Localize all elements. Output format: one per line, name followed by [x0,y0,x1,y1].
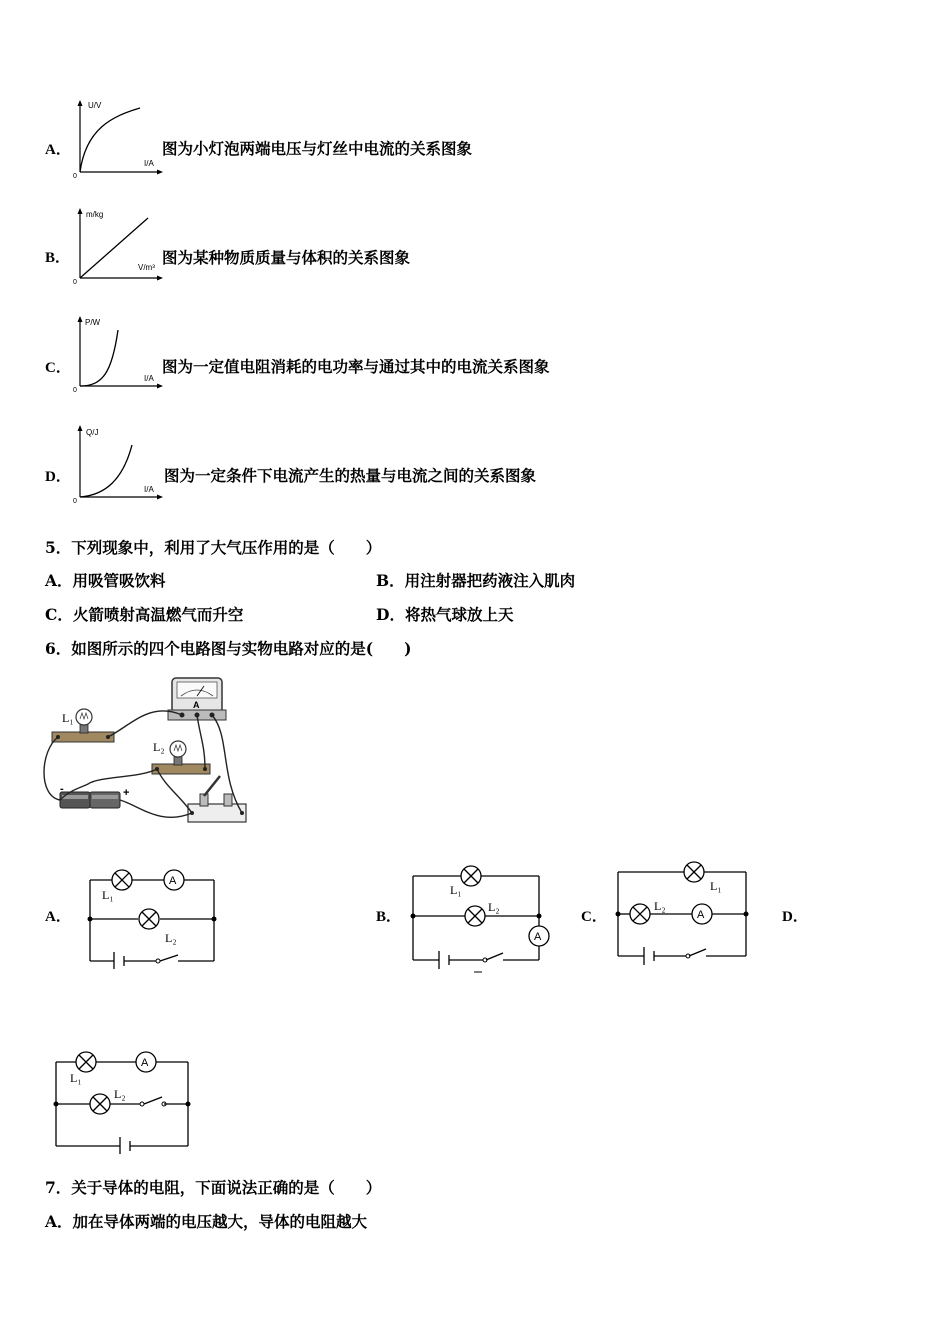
lamp-l1-label: L₁ [450,883,462,897]
option-letter: A． [45,909,71,925]
y-axis-label: U/V [88,101,102,110]
q7-option-a [45,1212,367,1232]
option-text: 图为一定值电阻消耗的电功率与通过其中的电流关系图象 [162,357,550,376]
lamp-l2-label: L₂ [654,899,666,913]
circuit-diagram-b [405,858,555,976]
x-axis-label: V/m³ [138,263,155,272]
ammeter-symbol-label: A [534,931,542,943]
origin-label: 0 [73,173,77,180]
option-letter: A． [45,571,73,590]
option-text: 图为某种物质质量与体积的关系图象 [162,248,411,267]
option-letter: B． [376,571,405,590]
lamp-l1-label: L₁ [70,1071,82,1085]
option-letter: D． [782,909,808,925]
ammeter-symbol-label: A [169,875,177,887]
option-letter: C． [45,605,73,624]
option-letter: B． [45,250,71,266]
option-text: 加在导体两端的电压越大，导体的电阻越大 [72,1212,368,1231]
lamp-l2-label: L₂ [153,740,165,754]
option-text: 将热气球放上天 [404,605,514,624]
option-letter: B． [376,909,402,925]
x-axis-label: I/A [144,159,154,168]
lamp-l2-label: L₂ [114,1087,126,1101]
lamp-l1-label: L₁ [710,879,722,893]
q5-stem: 5．下列现象中，利用了大气压作用的是（ ） [45,538,382,557]
option-text: 用吸管吸饮料 [72,571,166,590]
option-letter: D． [376,605,405,624]
battery-plus-label: + [123,787,130,799]
option-text: 图为一定条件下电流产生的热量与电流之间的关系图象 [164,466,537,485]
q7-stem: 7．关于导体的电阻，下面说法正确的是（ ） [45,1178,382,1197]
option-text: 用注射器把药液注入肌肉 [404,571,576,590]
lamp-l1-label: L₁ [62,711,74,725]
x-axis-label: I/A [144,485,154,494]
option-letter: D． [45,469,71,485]
ammeter-symbol-label: A [141,1057,149,1069]
option-text: 图为小灯泡两端电压与灯丝中电流的关系图象 [162,139,473,158]
graph-q-i [68,423,164,507]
circuit-diagram-c [612,856,756,966]
y-axis-label: Q/J [86,428,99,437]
option-letter: C． [581,909,607,925]
graph-m-v [68,206,164,288]
q5-option-d [376,605,513,625]
lamp-l2-label: L₂ [488,900,500,914]
battery-minus-label: - [60,783,64,795]
graph-u-i [68,98,164,180]
q6-stem: 6．如图所示的四个电路图与实物电路对应的是( ) [45,639,412,658]
circuit-diagram-a [80,863,220,969]
circuit-diagram-d [48,1044,194,1154]
origin-label: 0 [73,498,77,505]
lamp-l1-label: L₁ [102,888,114,902]
lamp-l1-device [52,709,114,742]
ammeter-label: A [193,700,200,710]
q5-option-c [45,605,243,625]
origin-label: 0 [73,279,77,286]
x-axis-label: I/A [144,374,154,383]
lamp-l2-label: L₂ [165,931,177,945]
battery-pack [60,783,129,808]
ammeter-symbol-label: A [697,909,705,921]
option-letter: A． [45,142,71,158]
lamp-l2-device [152,740,210,774]
y-axis-label: P/W [85,318,101,327]
option-text: 火箭喷射高温燃气而升空 [72,605,244,624]
origin-label: 0 [73,387,77,394]
option-letter: C． [45,360,71,376]
q5-option-b [376,571,575,591]
circuit-photo [40,666,260,836]
switch-device [188,776,246,822]
q5-option-a [45,571,166,591]
option-letter: A． [45,1212,73,1231]
graph-p-i [68,314,164,396]
y-axis-label: m/kg [86,210,104,219]
